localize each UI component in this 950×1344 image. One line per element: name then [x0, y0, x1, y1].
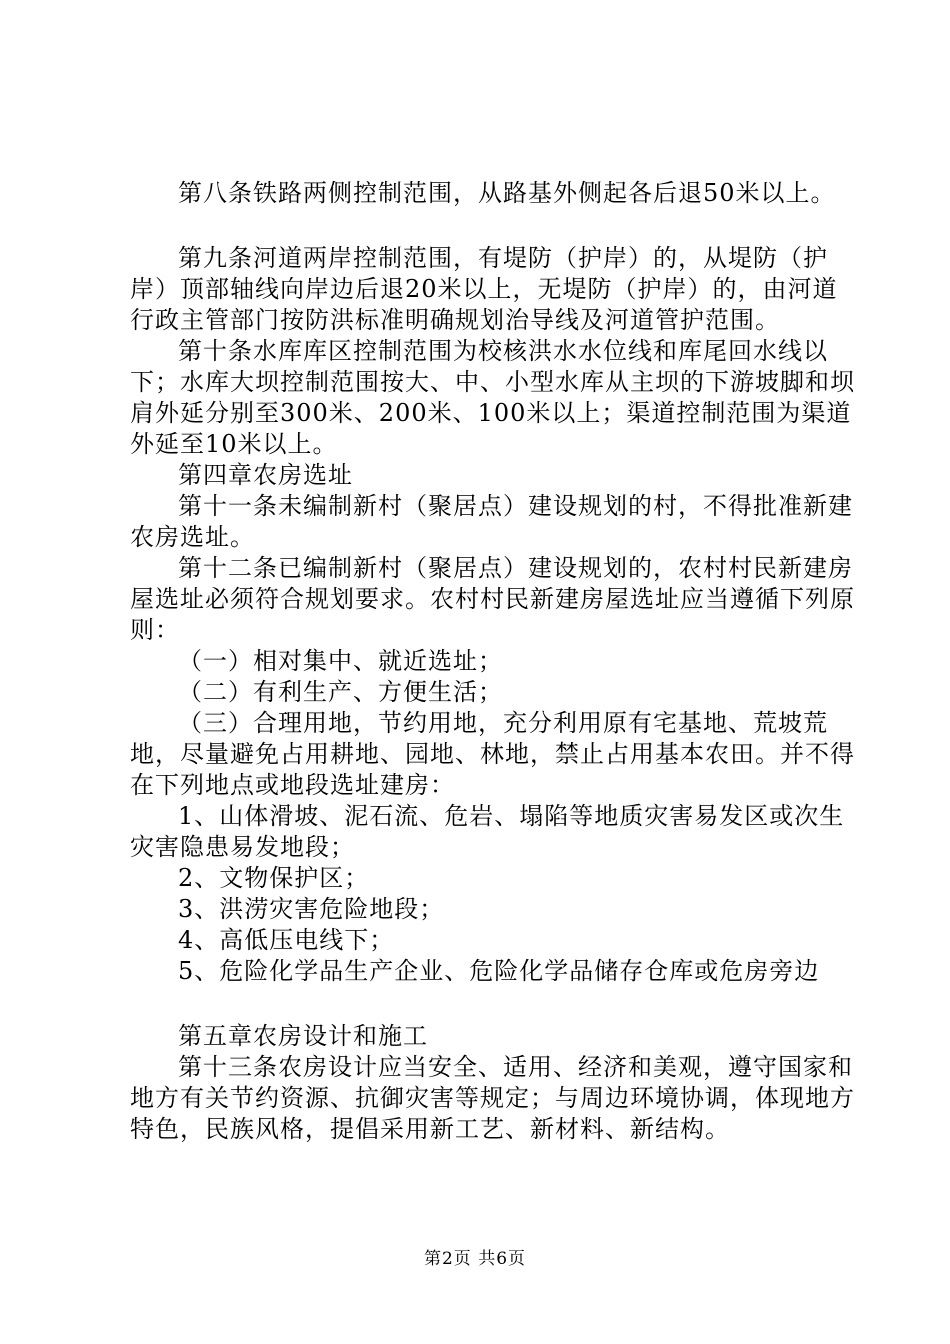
list-item-site-5: 5、危险化学品生产企业、危险化学品储存仓库或危房旁边: [178, 957, 820, 985]
list-item-principle-3: （三）合理用地，节约用地，充分利用原有宅基地、荒坡荒地，尽量避免占用耕地、园地、林地，禁止占用基本农田。并不得在下列地点或地段选址建房：: [130, 709, 855, 799]
page-number-footer: 第2页 共6页: [423, 1249, 527, 1269]
paragraph-article-11: 第十一条未编制新村（聚居点）建设规划的村，不得批准新建农房选址。: [130, 492, 853, 551]
list-item-site-2: 2、文物保护区；: [178, 864, 370, 892]
paragraph-article-10: 第十条水库库区控制范围为校核洪水水位线和库尾回水线以下；水库大坝控制范围按大、中、小型水库从主坝的下游坡脚和坝肩外延分别至300米、200米、100米以上；渠道控制范围为渠道外延至10米以上。: [130, 337, 855, 458]
document-body: [130, 178, 860, 1145]
paragraph-article-9: 第九条河道两岸控制范围，有堤防（护岸）的，从堤防（护岸）顶部轴线向岸边后退20米以上，无堤防（护岸）的，由河道行政主管部门按防洪标准明确规划治导线及河道管护范围。: [130, 244, 838, 334]
chapter-heading-4: 第四章农房选址: [178, 461, 353, 489]
list-item-principle-2: （二）有利生产、方便生活；: [178, 678, 503, 706]
list-item-site-4: 4、高低压电线下；: [178, 926, 395, 954]
paragraph-article-12: 第十二条已编制新村（聚居点）建设规划的，农村村民新建房屋选址必须符合规划要求。农村村民新建房屋选址应当遵循下列原则：: [130, 554, 855, 644]
list-item-principle-1: （一）相对集中、就近选址；: [178, 647, 503, 675]
list-item-site-3: 3、洪涝灾害危险地段；: [178, 895, 445, 923]
paragraph-article-13: 第十三条农房设计应当安全、适用、经济和美观，遵守国家和地方有关节约资源、抗御灾害等规定；与周边环境协调，体现地方特色，民族风格，提倡采用新工艺、新材料、新结构。: [130, 1053, 855, 1143]
list-item-site-1: 1、山体滑坡、泥石流、危岩、塌陷等地质灾害易发区或次生灾害隐患易发地段；: [130, 802, 845, 861]
paragraph-article-8: 第八条铁路两侧控制范围，从路基外侧起各后退50米以上。: [178, 179, 836, 207]
chapter-heading-5: 第五章农房设计和施工: [178, 1022, 428, 1050]
